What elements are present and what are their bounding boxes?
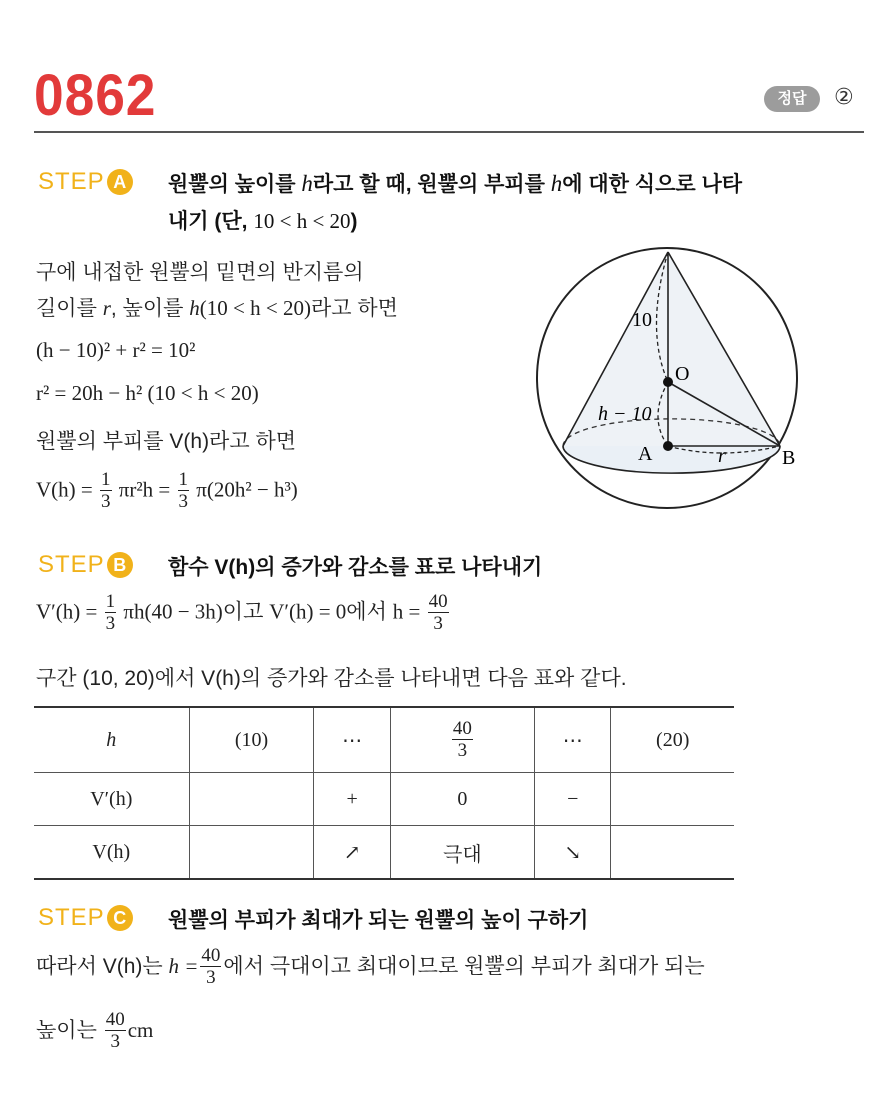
denominator: 3 [101, 491, 111, 512]
step-c-line2 [36, 1010, 153, 1053]
denominator: 3 [105, 613, 116, 634]
step-b-line2: 구간 (10, 20)에서 V(h)의 증가와 감소를 나타내면 다음 표와 같다. [36, 667, 627, 690]
numerator: 1 [105, 591, 116, 612]
denominator: 3 [433, 613, 443, 634]
point-O [663, 377, 673, 387]
table-cell: V(h) [34, 826, 189, 880]
table-cell: (20) [611, 707, 734, 773]
fraction [200, 946, 221, 989]
eq-mid: πr²h = [118, 477, 171, 502]
denominator: 3 [206, 967, 216, 988]
text: 에서 극대이고 최대이므로 원뿔의 부피가 최대가 되는 [223, 955, 705, 979]
text: 이고 [222, 600, 270, 624]
step-a-title-line2 [168, 205, 358, 235]
text: 에서 [346, 600, 393, 624]
numerator: 40 [428, 591, 448, 612]
table-cell: − [535, 773, 611, 826]
step-letter-badge: C [107, 905, 133, 931]
fraction [100, 470, 112, 513]
title-text: 내기 (단, [168, 210, 254, 233]
label-r: r [718, 445, 726, 467]
title-text: ) [350, 210, 358, 233]
fraction [428, 592, 449, 635]
eq-lhs: V(h) = [36, 477, 93, 502]
table-cell: ⋯ [314, 707, 390, 773]
table-cell: 0 [390, 773, 534, 826]
table-cell [189, 773, 314, 826]
table-cell: ⋯ [535, 707, 611, 773]
derivative-equation [36, 592, 451, 635]
numerator: 1 [101, 469, 111, 490]
table-cell: ↗ [314, 826, 390, 880]
cone-shading [563, 252, 780, 446]
step-word: STEP [38, 551, 105, 578]
table-cell: 극대 [390, 826, 534, 880]
text: 라고 하면 [310, 297, 398, 320]
table-cell [189, 826, 314, 880]
cone-base-front [563, 446, 780, 473]
title-text: 에 대한 식으로 나타 [562, 173, 743, 196]
step-a-line5: 원뿔의 부피를 V(h)라고 하면 [36, 430, 297, 453]
denominator: 3 [178, 491, 188, 512]
table-cell-fraction [390, 707, 534, 773]
label-O: O [675, 363, 690, 385]
text: , 높이를 [110, 297, 190, 320]
fraction [452, 719, 473, 762]
table-cell: h [34, 707, 189, 773]
step-letter-badge: A [107, 169, 133, 195]
step-c-title: 원뿔의 부피가 최대가 되는 원뿔의 높이 구하기 [168, 909, 589, 932]
step-word: STEP [38, 168, 105, 195]
fraction [105, 1010, 126, 1053]
step-word: STEP [38, 904, 105, 931]
denominator: 3 [457, 739, 468, 761]
eq-lhs: V′(h) = [36, 599, 98, 624]
step-a-line2 [36, 292, 398, 322]
table-cell: + [314, 773, 390, 826]
table-row-derivative [34, 773, 734, 826]
label-A: A [638, 443, 653, 465]
text: 길이를 [36, 297, 103, 320]
eq-mid: πh(40 − 3h) [123, 599, 223, 624]
equation-3 [36, 470, 298, 513]
numerator: 40 [452, 717, 472, 739]
step-b-title: 함수 V(h)의 증가와 감소를 표로 나타내기 [168, 556, 543, 579]
step-letter-badge: B [107, 552, 133, 578]
table-cell: V′(h) [34, 773, 189, 826]
text: 높이는 [36, 1019, 103, 1043]
fraction [105, 592, 117, 635]
variable-h: h [550, 171, 563, 196]
point-A [663, 441, 673, 451]
unit: cm [127, 1018, 154, 1043]
step-a-label [38, 168, 133, 196]
table-row-h [34, 707, 734, 773]
answer-value: ② [834, 84, 854, 109]
table-cell [611, 773, 734, 826]
text: 따라서 V(h)는 [36, 955, 169, 979]
step-c-line1 [36, 946, 705, 989]
table-cell [611, 826, 734, 880]
numerator: 40 [105, 1009, 125, 1030]
label-B: B [782, 447, 796, 469]
step-a-title-line1 [168, 168, 742, 198]
label-10: 10 [632, 309, 652, 331]
numerator: 1 [178, 469, 188, 490]
eq-h: h = [168, 954, 199, 979]
condition: 10 < h < 20 [253, 209, 351, 233]
answer-badge: 정답 [764, 86, 820, 112]
problem-number: 0862 [34, 63, 157, 128]
equation-2: r² = 20h − h² (10 < h < 20) [36, 381, 259, 405]
step-c-label [38, 904, 133, 932]
table-cell: (10) [189, 707, 314, 773]
header-divider [34, 131, 864, 133]
eq-rhs: π(20h² − h³) [196, 477, 298, 502]
variable-h: h [301, 171, 313, 196]
numerator: 40 [201, 945, 221, 966]
variable-h: h [189, 296, 200, 320]
increase-decrease-table [34, 706, 734, 880]
table-cell: ↘ [535, 826, 611, 880]
title-text: 원뿔의 높이를 [168, 173, 302, 196]
variable-r: r [102, 296, 111, 320]
step-a-line1: 구에 내접한 원뿔의 밑면의 반지름의 [36, 261, 364, 284]
equation-1: (h − 10)² + r² = 10² [36, 338, 196, 362]
condition: V′(h) = 0 [269, 599, 347, 624]
fraction [178, 470, 190, 513]
step-b-label [38, 551, 133, 579]
cone-in-sphere-figure [530, 240, 830, 530]
denominator: 3 [110, 1031, 120, 1052]
table-row-function [34, 826, 734, 880]
label-h-minus-10: h − 10 [598, 403, 652, 425]
eq-h: h = [392, 599, 421, 624]
condition: (10 < h < 20) [199, 296, 311, 320]
title-text: 라고 할 때, 원뿔의 부피를 [312, 173, 551, 196]
